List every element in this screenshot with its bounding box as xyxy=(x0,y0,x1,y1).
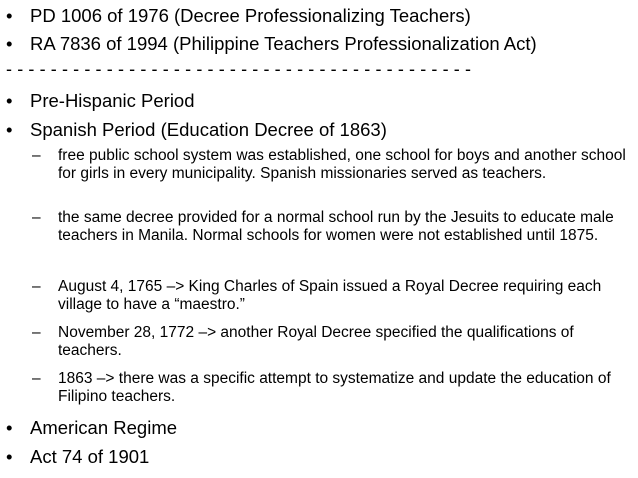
sub-item-1772-decree xyxy=(32,324,632,359)
bullet-marker: • xyxy=(6,446,13,467)
bullet-text: Pre-Hispanic Period xyxy=(30,90,195,111)
bullet-marker: • xyxy=(6,5,13,26)
sub-item-public-school xyxy=(32,147,632,182)
bullet-marker: • xyxy=(6,417,13,438)
dash-marker: – xyxy=(32,324,41,341)
sub-item-text: 1863 –> there was a specific attempt to systematize and update the education of Filipino teachers. xyxy=(58,370,611,405)
bullet-text: Act 74 of 1901 xyxy=(30,446,150,467)
dash-marker: – xyxy=(32,147,41,164)
bullet-marker: • xyxy=(6,119,13,140)
sub-item-text: August 4, 1765 –> King Charles of Spain issued a Royal Decree requiring each village to have a “maestro.” xyxy=(58,278,602,313)
dash-marker: – xyxy=(32,209,41,226)
dash-marker: – xyxy=(32,278,41,295)
bullet-marker: • xyxy=(6,33,13,54)
bullet-text: PD 1006 of 1976 (Decree Professionalizing Teachers) xyxy=(30,5,471,26)
bullet-text: RA 7836 of 1994 (Philippine Teachers Professionalization Act) xyxy=(30,33,537,54)
sub-item-1863 xyxy=(32,370,632,405)
bullet-text: Spanish Period (Education Decree of 1863) xyxy=(30,119,387,140)
bullet-text: American Regime xyxy=(30,417,178,438)
dash-marker: – xyxy=(32,370,41,387)
sub-item-text: the same decree provided for a normal school run by the Jesuits to educate male teachers in Manila. Normal schools for women were not established until 1875. xyxy=(58,209,614,244)
sub-item-normal-school xyxy=(32,209,632,244)
dashed-divider: - - - - - - - - - - - - - - - - - - - - - - - - - - - - - - - - - - - - - - - - - - xyxy=(6,59,472,79)
sub-item-text: November 28, 1772 –> another Royal Decree specified the qualifications of teachers. xyxy=(58,324,574,359)
sub-item-text: free public school system was established, one school for boys and another school for girls in every municipality. Spanish missionaries served as teachers. xyxy=(58,147,626,182)
sub-item-1765-decree xyxy=(32,278,632,313)
bullet-marker: • xyxy=(6,90,13,111)
